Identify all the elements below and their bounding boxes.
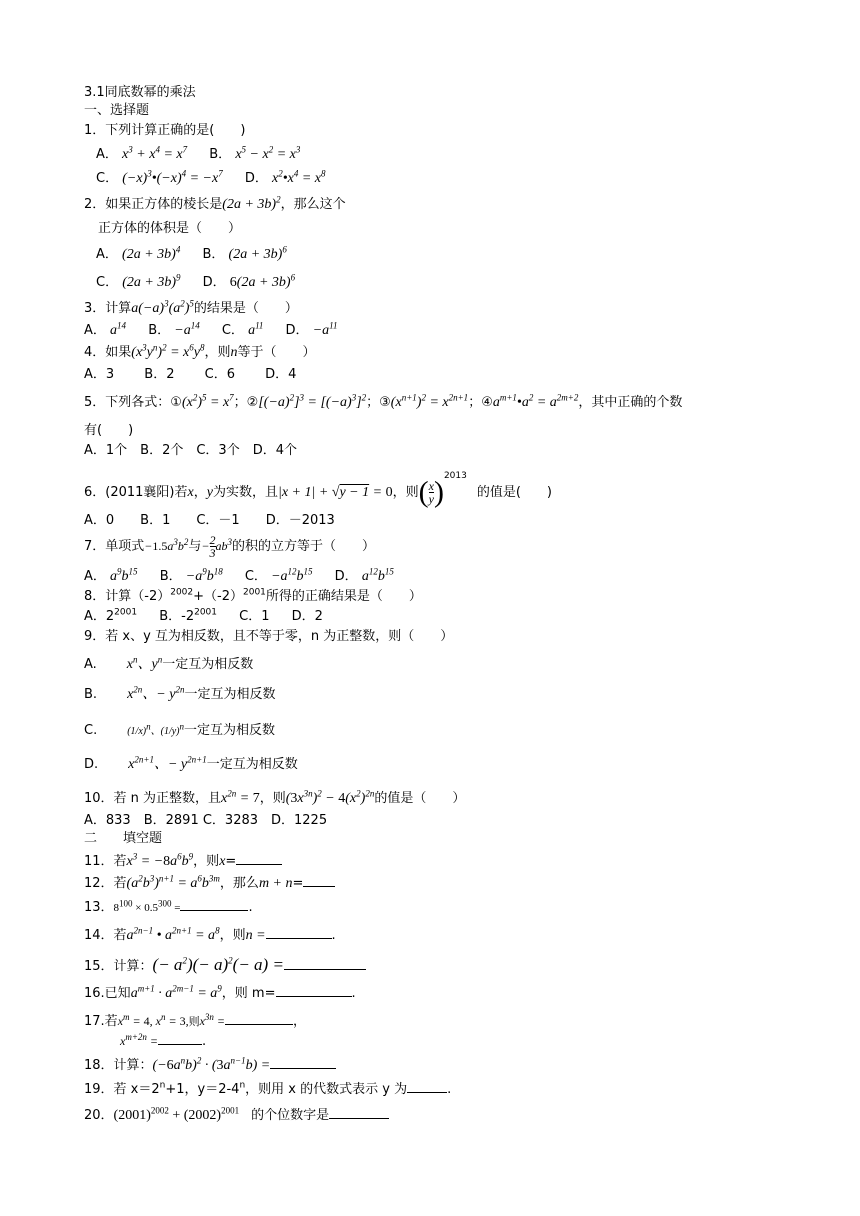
- question-17-line2: $x^{m+2n}$ = .: [120, 1032, 207, 1049]
- section-choice-heading: 一、选择题: [84, 103, 150, 118]
- question-13: 13．$8^{100} \times 0.5^{300}$ = .: [84, 898, 253, 915]
- question-5-line2: 有( ): [84, 423, 134, 438]
- question-1: 1．下列计算正确的是( ): [84, 123, 246, 138]
- q8-options: A．$2^{2001}$ B．$-2^{2001}$ C．1 D．2: [84, 607, 323, 624]
- question-4: 4．如果$(x^3y^n)^2 = x^6y^8$，则n等于（ ）: [84, 342, 316, 360]
- question-12: 12．若$(a^2b^3)^{n+1} = a^6b^{3m}$，那么m + n=: [84, 874, 335, 893]
- question-15: 15．计算：(− $a^2)(- a)^2(- a)$ =: [84, 956, 366, 976]
- question-10: 10．若 n 为正整数，且$x^{2n} = 7$，则$(3x^{3n})^2 - 4(x^2)^{2n}$的值是（ ）: [84, 788, 466, 806]
- question-17: 17.若$x^m = 4$, $x^n = 3$,则$x^{3n}$ = ，: [84, 1012, 307, 1029]
- question-14: 14．若$a^{2n-1}$ • $a^{2n+1} = a^8$，则n = .: [84, 925, 336, 943]
- question-11: 11．若$x^3 = -8a^6b^9$，则x=: [84, 852, 282, 871]
- q10-options: A．833 B．2891 C．3283 D．1225: [84, 813, 328, 828]
- question-9: 9．若 x、y 互为相反数，且不等于零，n 为正整数，则（ ）: [84, 629, 454, 644]
- q1-row2: C． $(-x)^3•(-x)^4 = -x^7$ D． $x^2•x^4 = x^8$: [96, 168, 326, 186]
- q2-row2: C． $(2a + 3b)^9$ D． $6(2a + 3b)^6$: [96, 272, 296, 290]
- question-2-line2: 正方体的体积是（ ）: [98, 221, 242, 236]
- q9-option-b: B. $x^{2n}$、− $y^{2n}$一定互为相反数: [84, 684, 276, 702]
- question-6: 6．(2011襄阳)若x，y为实数，且|x + 1| + √y − 1 = 0，则( $\frac{x}{y}$ )$^{2013}$的值是( ): [84, 471, 552, 509]
- q9-option-d: D. $x^{2n+1}$、− $y^{2n+1}$一定互为相反数: [84, 754, 298, 772]
- q3-options: A． $a^{14}$ B． $-a^{14}$ C． $a^{11}$ D． $-a^{11}$: [84, 320, 338, 338]
- q9-option-c: C. $(1/x)^n$、$(1/y)^n$一定互为相反数: [84, 721, 276, 738]
- question-5: 5．下列各式：$①(x^2)^5 = x^7$；$②[(-a)^2]^3 = [(-a)^3]^2$；$③(x^{n+1})^2 = x^{2n+1}$；$④a^{m+1}•a^2 = a^{2m+2}$，其中正确的个数: [84, 392, 683, 410]
- q4-options: A．3 B．2 C．6 D．4: [84, 367, 297, 382]
- q2-row1: A． $(2a + 3b)^4$ B． $(2a + 3b)^6$: [96, 244, 287, 262]
- q7-options: A． $a^9b^{15}$ B． $-a^9b^{18}$ C． $-a^{12}b^{15}$ D． $a^{12}b^{15}$: [84, 566, 394, 584]
- q1-row1: A． $x^3 + x^4 = x^7$ B． $x^5 - x^2 = x^3$: [96, 144, 301, 162]
- question-8: 8．计算$(-2)^{2002}+(-2)^{2001}$所得的正确结果是（ ）: [84, 587, 422, 604]
- q5-options: A．1个 B．2个 C．3个 D．4个: [84, 443, 297, 458]
- question-20: 20．$(2001)^{2002} + (2002)^{2001}$ 的个位数字是: [84, 1106, 389, 1125]
- question-18: 18．计算：$(-6a^nb)^2 \cdot (3a^{n-1}b)$ =: [84, 1056, 336, 1075]
- question-19: 19．若 $x=2^n+1$，$y=2-4^n$，则用 x 的代数式表示 y 为 .: [84, 1080, 452, 1097]
- page-title: 3.1同底数幂的乘法: [84, 85, 196, 100]
- question-2: 2．如果正方体的棱长是$(2a + 3b)^2$，那么这个: [84, 194, 346, 212]
- q6-options: A．0 B．1 C．－1 D．－2013: [84, 513, 335, 528]
- question-7: 7．单项式$-1.5a^3b^2$与− $\frac{2}{3}$ $ab^3$的积的立方等于（ ）: [84, 533, 376, 560]
- q9-option-a: A. $x^n$、$y^n$一定互为相反数: [84, 654, 254, 672]
- question-16: 16.已知$a^{m+1} \cdot a^{2m-1} = a^9$，则 m= .: [84, 983, 356, 1001]
- question-3: 3．计算$a(-a)^3(a^2)^5$的结果是（ ）: [84, 298, 298, 316]
- section-fill-heading: 二 填空题: [84, 831, 163, 846]
